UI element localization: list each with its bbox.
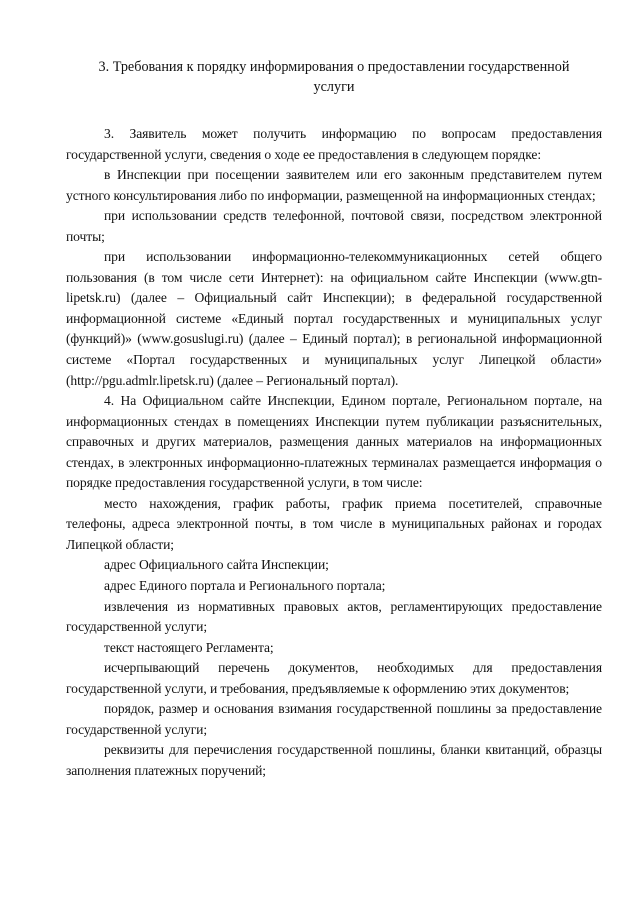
paragraph-portal-addresses: адрес Единого портала и Регионального портала; — [104, 578, 386, 594]
paragraph-payment-details: реквизиты для перечисления государственной пошлины, бланки квитанций, образцы заполнения платежных поручений; — [66, 742, 602, 778]
paragraph-regulation-text: текст настоящего Регламента; — [104, 639, 274, 655]
section-heading-line-2: услуги — [313, 79, 355, 95]
paragraph-state-duty: порядок, размер и основания взимания государственной пошлины за предоставление государственной услуги; — [66, 701, 602, 737]
paragraph-item-3: 3. Заявитель может получить информацию по вопросам предоставления государственной услуги, сведения о ходе ее предоставления в следующем порядке: — [66, 126, 602, 162]
paragraph-official-site-address: адрес Официального сайта Инспекции; — [104, 557, 329, 573]
section-heading-line-1: 3. Требования к порядку информирования о предоставлении государственной — [98, 59, 570, 75]
paragraph-documents-list: исчерпывающий перечень документов, необходимых для предоставления государственной услуги, и требования, предъявляемые к оформлению этих документов; — [66, 660, 602, 696]
paragraph-legal-extracts: извлечения из нормативных правовых актов, регламентирующих предоставление государственной услуги; — [66, 598, 602, 635]
paragraph-location-schedule: место нахождения, график работы, график приема посетителей, справочные телефоны, адреса электронной почты, в том числе в муниципальных районах и городах Липецкой области; — [66, 495, 602, 552]
document-body — [66, 124, 602, 782]
paragraph-phone-mail: при использовании средств телефонной, почтовой связи, посредством электронной почты; — [66, 208, 602, 244]
paragraph-item-4: 4. На Официальном сайте Инспекции, Едином портале, Региональном портале, на информационных стендах в помещениях Инспекции путем публикации разъяснительных, справочных и других материалов, размещения данных материалов на информационных стендах, в электронных информационно-платежных терминалах размещается информация о порядке предоставления государственной услуги, в том числе: — [66, 393, 602, 491]
section-heading — [66, 57, 602, 97]
paragraph-inspection-visit: в Инспекции при посещении заявителем или его законным представителем путем устного консультирования либо по информации, размещенной на информационных стендах; — [66, 167, 602, 203]
paragraph-internet: при использовании информационно-телекоммуникационных сетей общего пользования (в том числе сети Интернет): на официальном сайте Инспекции (www.gtn-lipetsk.ru) (далее – Официальный сайт Инспекции); в федеральной государственной информационной системе «Единый портал государственных и муниципальных услуг (функций)» (www.gosuslugi.ru) (далее – Единый портал); в региональной информационной системе «Портал государственных и муниципальных услуг Липецкой области» (http://pgu.admlr.lipetsk.ru) (далее – Региональный портал). — [66, 249, 602, 388]
